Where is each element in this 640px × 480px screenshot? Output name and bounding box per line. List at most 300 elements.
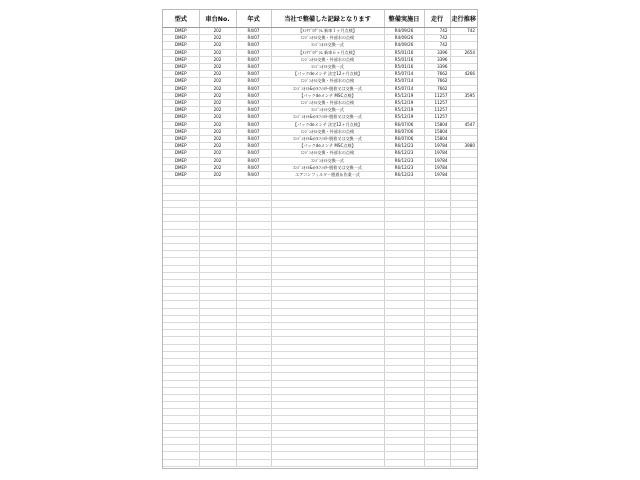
empty-cell [384,294,424,301]
cell-trend: 3595 [450,92,477,99]
empty-cell [450,409,477,416]
table-row [163,128,477,135]
empty-cell [271,416,384,423]
empty-cell [163,243,199,250]
empty-cell [199,308,236,315]
cell-description: 【ﾒﾝﾃﾌﾟﾛｸﾞﾗﾑ 新車６ヶ月点検】 [271,49,384,56]
empty-cell [271,265,384,272]
empty-cell [236,337,271,344]
cell-trend [450,42,477,49]
empty-cell [199,409,236,416]
empty-cell [384,445,424,452]
empty-cell [384,265,424,272]
cell-description: ｴﾝｼﾞﾝｵｲﾙ交換・外部水の点検 [271,150,384,157]
empty-cell [384,222,424,229]
empty-row [163,452,477,459]
empty-cell [163,315,199,322]
empty-cell [424,287,450,294]
empty-cell [271,222,384,229]
cell-date: R6/12/23 [384,143,424,150]
cell-year: R4/07 [236,71,271,78]
empty-cell [424,315,450,322]
empty-cell [450,265,477,272]
empty-cell [163,358,199,365]
empty-cell [384,438,424,445]
empty-cell [450,344,477,351]
empty-cell [384,301,424,308]
cell-model: DMEP [163,42,199,49]
empty-cell [424,373,450,380]
empty-cell [384,430,424,437]
cell-description: ｴﾝｼﾞﾝｵｲﾙ交換一式 [271,64,384,71]
empty-cell [199,315,236,322]
cell-date: R6/12/23 [384,164,424,171]
empty-row [163,438,477,445]
empty-row [163,243,477,250]
empty-cell [384,416,424,423]
empty-row [163,409,477,416]
empty-cell [424,215,450,222]
empty-cell [236,251,271,258]
empty-cell [163,265,199,272]
empty-row [163,279,477,286]
empty-cell [271,459,384,466]
empty-cell [424,351,450,358]
empty-cell [271,358,384,365]
empty-cell [424,208,450,215]
empty-cell [199,265,236,272]
cell-car-no: 202 [199,172,236,179]
cell-model: DMEP [163,107,199,114]
cell-car-no: 202 [199,150,236,157]
table-row [163,42,477,49]
empty-cell [450,308,477,315]
empty-cell [271,208,384,215]
cell-trend: 3980 [450,143,477,150]
empty-row [163,301,477,308]
empty-cell [199,229,236,236]
empty-cell [450,186,477,193]
cell-description: ｴﾝｼﾞﾝｵｲﾙ交換一式 [271,42,384,49]
empty-cell [271,279,384,286]
cell-mileage: 7662 [424,71,450,78]
cell-trend [450,157,477,164]
empty-cell [271,258,384,265]
empty-cell [424,380,450,387]
empty-cell [384,351,424,358]
empty-cell [199,236,236,243]
cell-mileage: 19784 [424,172,450,179]
empty-cell [199,287,236,294]
cell-date: R4/09/26 [384,28,424,35]
cell-date: R5/12/19 [384,107,424,114]
empty-cell [236,366,271,373]
header-trend: 走行推移 [450,10,477,28]
cell-model: DMEP [163,28,199,35]
empty-cell [450,179,477,186]
empty-cell [199,423,236,430]
cell-mileage: 11257 [424,100,450,107]
empty-cell [163,344,199,351]
empty-cell [236,272,271,279]
empty-row [163,351,477,358]
empty-row [163,445,477,452]
empty-row [163,323,477,330]
empty-cell [236,351,271,358]
cell-mileage: 19784 [424,157,450,164]
cell-description: 【パックdeメンテ 法定12ヶ月点検】 [271,121,384,128]
empty-cell [199,452,236,459]
cell-model: DMEP [163,143,199,150]
cell-description: ｴﾝｼﾞﾝｵｲﾙ&ｵｲﾙﾌｨﾙﾀｰ脱着又は交換一式 [271,114,384,121]
empty-cell [384,308,424,315]
cell-mileage: 3396 [424,49,450,56]
cell-date: R5/01/16 [384,49,424,56]
empty-cell [163,258,199,265]
cell-car-no: 202 [199,100,236,107]
cell-model: DMEP [163,128,199,135]
empty-cell [271,351,384,358]
cell-mileage: 11257 [424,107,450,114]
empty-cell [450,366,477,373]
cell-date: R5/12/19 [384,114,424,121]
empty-cell [236,279,271,286]
empty-cell [236,287,271,294]
empty-cell [384,387,424,394]
empty-cell [384,330,424,337]
table-row [163,100,477,107]
table-row [163,71,477,78]
empty-cell [199,272,236,279]
empty-cell [271,229,384,236]
cell-year: R4/07 [236,172,271,179]
empty-cell [271,430,384,437]
empty-cell [424,186,450,193]
empty-cell [384,323,424,330]
empty-cell [163,416,199,423]
cell-year: R4/07 [236,64,271,71]
empty-cell [384,373,424,380]
empty-cell [199,358,236,365]
empty-cell [163,445,199,452]
cell-date: R6/07/06 [384,121,424,128]
cell-car-no: 202 [199,121,236,128]
table-row [163,35,477,42]
header-description: 当社で整備した記録となります [271,10,384,28]
empty-cell [199,215,236,222]
empty-cell [199,459,236,466]
empty-cell [384,236,424,243]
empty-row [163,222,477,229]
empty-cell [450,215,477,222]
empty-row [163,200,477,207]
empty-row [163,344,477,351]
empty-row [163,287,477,294]
cell-year: R4/07 [236,136,271,143]
empty-cell [424,193,450,200]
cell-trend [450,150,477,157]
table-row [163,143,477,150]
cell-date: R6/07/06 [384,128,424,135]
empty-cell [424,308,450,315]
header-car-no: 車台No. [199,10,236,28]
cell-model: DMEP [163,49,199,56]
empty-cell [271,344,384,351]
empty-cell [424,272,450,279]
table-row [163,49,477,56]
header-model: 型式 [163,10,199,28]
empty-cell [424,222,450,229]
table-row [163,150,477,157]
empty-cell [163,308,199,315]
cell-model: DMEP [163,114,199,121]
empty-cell [384,337,424,344]
cell-trend [450,164,477,171]
empty-row [163,402,477,409]
empty-cell [236,452,271,459]
empty-cell [163,186,199,193]
table-row [163,78,477,85]
cell-mileage: 11257 [424,114,450,121]
empty-cell [271,186,384,193]
empty-row [163,229,477,236]
cell-year: R4/07 [236,56,271,63]
empty-row [163,294,477,301]
table-row [163,114,477,121]
cell-date: R5/07/14 [384,71,424,78]
empty-cell [163,323,199,330]
cell-mileage: 15804 [424,136,450,143]
cell-trend [450,64,477,71]
table-row [163,136,477,143]
empty-cell [236,222,271,229]
empty-cell [271,315,384,322]
empty-cell [271,330,384,337]
empty-cell [450,200,477,207]
empty-cell [163,394,199,401]
cell-car-no: 202 [199,107,236,114]
empty-cell [271,445,384,452]
empty-cell [163,294,199,301]
empty-cell [236,243,271,250]
empty-cell [163,409,199,416]
cell-model: DMEP [163,35,199,42]
empty-cell [424,394,450,401]
cell-model: DMEP [163,71,199,78]
cell-model: DMEP [163,85,199,92]
cell-description: ｴﾝｼﾞﾝｵｲﾙ&ｵｲﾙﾌｨﾙﾀｰ脱着又は交換一式 [271,85,384,92]
empty-cell [384,402,424,409]
empty-cell [236,394,271,401]
cell-trend [450,128,477,135]
cell-mileage: 19784 [424,143,450,150]
empty-cell [199,294,236,301]
empty-cell [384,279,424,286]
empty-cell [450,258,477,265]
empty-cell [271,301,384,308]
empty-row [163,366,477,373]
cell-trend: 2654 [450,49,477,56]
cell-trend [450,78,477,85]
empty-cell [163,229,199,236]
table-row [163,56,477,63]
cell-trend: 4266 [450,71,477,78]
cell-date: R6/12/23 [384,172,424,179]
empty-cell [384,452,424,459]
empty-cell [199,337,236,344]
empty-cell [199,373,236,380]
cell-year: R4/07 [236,78,271,85]
empty-cell [199,330,236,337]
cell-mileage: 11257 [424,92,450,99]
empty-cell [271,387,384,394]
empty-cell [271,452,384,459]
cell-car-no: 202 [199,85,236,92]
cell-model: DMEP [163,92,199,99]
cell-year: R4/07 [236,92,271,99]
empty-cell [424,265,450,272]
empty-cell [163,279,199,286]
empty-cell [163,330,199,337]
empty-cell [424,344,450,351]
empty-cell [424,279,450,286]
empty-cell [424,294,450,301]
empty-cell [424,358,450,365]
empty-cell [163,301,199,308]
cell-trend: 4547 [450,121,477,128]
empty-cell [199,402,236,409]
empty-cell [384,258,424,265]
empty-cell [271,200,384,207]
empty-cell [236,179,271,186]
empty-cell [450,208,477,215]
empty-cell [424,301,450,308]
empty-cell [450,373,477,380]
empty-cell [199,445,236,452]
cell-trend [450,85,477,92]
empty-cell [384,215,424,222]
empty-cell [236,186,271,193]
header-date: 整備実施日 [384,10,424,28]
empty-cell [236,294,271,301]
empty-cell [236,208,271,215]
empty-cell [236,193,271,200]
empty-cell [163,337,199,344]
cell-year: R4/07 [236,128,271,135]
empty-cell [236,445,271,452]
table-row [163,92,477,99]
empty-cell [384,243,424,250]
empty-cell [199,243,236,250]
empty-cell [163,423,199,430]
empty-row [163,430,477,437]
empty-cell [424,445,450,452]
cell-year: R4/07 [236,121,271,128]
empty-cell [384,409,424,416]
empty-cell [236,430,271,437]
empty-row [163,265,477,272]
cell-year: R4/07 [236,100,271,107]
cell-year: R4/07 [236,35,271,42]
empty-row [163,208,477,215]
cell-trend [450,107,477,114]
empty-cell [199,186,236,193]
cell-car-no: 202 [199,78,236,85]
empty-cell [450,229,477,236]
cell-year: R4/07 [236,107,271,114]
empty-cell [199,251,236,258]
cell-mileage: 3396 [424,64,450,71]
empty-cell [271,366,384,373]
empty-cell [199,344,236,351]
cell-car-no: 202 [199,143,236,150]
empty-cell [450,279,477,286]
empty-cell [163,373,199,380]
empty-cell [450,358,477,365]
table-row [163,28,477,35]
cell-mileage: 15804 [424,128,450,135]
empty-cell [424,236,450,243]
empty-cell [163,366,199,373]
empty-cell [271,380,384,387]
table-row [163,85,477,92]
empty-cell [163,193,199,200]
empty-row [163,358,477,365]
empty-cell [424,229,450,236]
empty-cell [199,323,236,330]
cell-trend [450,136,477,143]
empty-cell [271,294,384,301]
empty-cell [424,387,450,394]
empty-cell [424,179,450,186]
empty-cell [424,423,450,430]
empty-cell [424,243,450,250]
cell-model: DMEP [163,100,199,107]
cell-date: R5/12/19 [384,92,424,99]
empty-cell [271,423,384,430]
empty-cell [450,445,477,452]
empty-cell [236,330,271,337]
cell-mileage: 742 [424,42,450,49]
empty-cell [163,287,199,294]
empty-cell [236,344,271,351]
cell-date: R4/09/26 [384,35,424,42]
cell-model: DMEP [163,150,199,157]
cell-car-no: 202 [199,92,236,99]
cell-description: ｴﾝｼﾞﾝｵｲﾙ交換・外部水の点検 [271,100,384,107]
empty-cell [450,272,477,279]
empty-row [163,258,477,265]
empty-row [163,416,477,423]
empty-cell [384,200,424,207]
cell-date: R5/01/16 [384,56,424,63]
cell-description: 【パックdeメンテ 法定12ヶ月点検】 [271,71,384,78]
empty-cell [450,394,477,401]
empty-cell [450,452,477,459]
cell-car-no: 202 [199,35,236,42]
empty-cell [163,452,199,459]
cell-model: DMEP [163,78,199,85]
cell-year: R4/07 [236,157,271,164]
table-row [163,172,477,179]
cell-year: R4/07 [236,143,271,150]
cell-car-no: 202 [199,128,236,135]
empty-cell [271,215,384,222]
empty-cell [384,344,424,351]
empty-cell [384,423,424,430]
empty-cell [163,380,199,387]
empty-cell [163,430,199,437]
